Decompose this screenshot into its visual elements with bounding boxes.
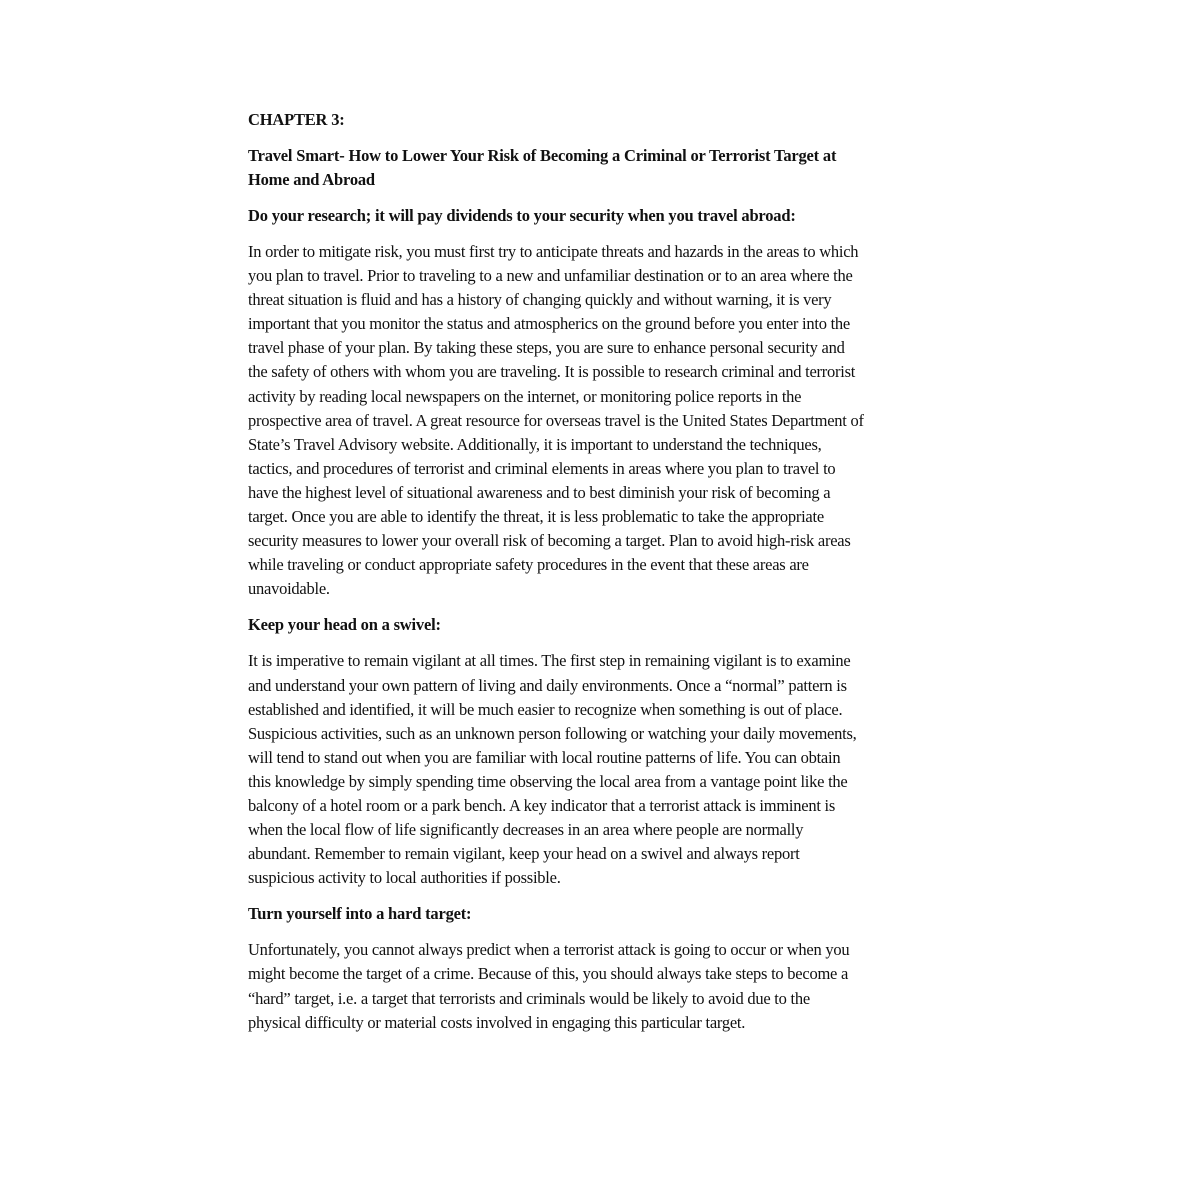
body-line: activity by reading local newspapers on the internet, or monitoring police reports in the bbox=[248, 386, 802, 406]
body-line: travel phase of your plan. By taking these steps, you are sure to enhance personal security and bbox=[248, 338, 845, 358]
body-line: State’s Travel Advisory website. Additionally, it is important to understand the techniques, bbox=[248, 434, 822, 454]
section-body-swivel bbox=[248, 649, 968, 890]
document-page bbox=[248, 108, 968, 1047]
section-heading-research: Do your research; it will pay dividends to your security when you travel abroad: bbox=[248, 206, 796, 225]
chapter-title bbox=[248, 144, 968, 192]
body-line: tactics, and procedures of terrorist and criminal elements in areas where you plan to travel to bbox=[248, 458, 836, 478]
body-line: physical difficulty or material costs involved in engaging this particular target. bbox=[248, 1012, 746, 1032]
body-line: target. Once you are able to identify the threat, it is less problematic to take the appropriate bbox=[248, 507, 824, 527]
body-line: suspicious activity to local authorities if possible. bbox=[248, 868, 561, 888]
body-line: threat situation is fluid and has a history of changing quickly and without warning, it is very bbox=[248, 290, 832, 310]
body-line: It is imperative to remain vigilant at all times. The first step in remaining vigilant is to examine bbox=[248, 651, 851, 671]
body-line: Suspicious activities, such as an unknown person following or watching your daily movements, bbox=[248, 723, 857, 743]
body-line: established and identified, it will be much easier to recognize when something is out of place. bbox=[248, 699, 843, 719]
body-line: abundant. Remember to remain vigilant, keep your head on a swivel and always report bbox=[248, 844, 800, 864]
body-line: this knowledge by simply spending time observing the local area from a vantage point like the bbox=[248, 771, 848, 791]
chapter-title-line: Home and Abroad bbox=[248, 170, 375, 189]
body-line: In order to mitigate risk, you must first try to anticipate threats and hazards in the areas to which bbox=[248, 242, 859, 261]
body-line: security measures to lower your overall risk of becoming a target. Plan to avoid high-risk areas bbox=[248, 531, 851, 551]
body-line: prospective area of travel. A great resource for overseas travel is the United States Department of bbox=[248, 410, 864, 430]
section-heading-hard-target: Turn yourself into a hard target: bbox=[248, 904, 472, 924]
body-line: unavoidable. bbox=[248, 579, 330, 599]
body-line: while traveling or conduct appropriate safety procedures in the event that these areas are bbox=[248, 555, 809, 575]
body-line: and understand your own pattern of living and daily environments. Once a “normal” pattern is bbox=[248, 675, 847, 695]
body-line: Unfortunately, you cannot always predict when a terrorist attack is going to occur or when you bbox=[248, 940, 850, 960]
body-line: you plan to travel. Prior to traveling to a new and unfamiliar destination or to an area where the bbox=[248, 266, 853, 286]
section-body-hard-target bbox=[248, 938, 968, 1034]
body-line: will tend to stand out when you are familiar with local routine patterns of life. You can obtain bbox=[248, 747, 841, 767]
section-body-research bbox=[248, 240, 968, 601]
section-heading-swivel: Keep your head on a swivel: bbox=[248, 615, 441, 635]
body-line: important that you monitor the status and atmospherics on the ground before you enter into the bbox=[248, 314, 850, 334]
body-line: have the highest level of situational awareness and to best diminish your risk of becoming a bbox=[248, 482, 831, 502]
body-line: balcony of a hotel room or a park bench. A key indicator that a terrorist attack is imminent is bbox=[248, 795, 836, 815]
body-line: might become the target of a crime. Because of this, you should always take steps to become a bbox=[248, 964, 849, 984]
body-line: when the local flow of life significantly decreases in an area where people are normally bbox=[248, 820, 804, 840]
body-line: the safety of others with whom you are traveling. It is possible to research criminal and terrorist bbox=[248, 362, 856, 382]
chapter-label: CHAPTER 3: bbox=[248, 110, 345, 129]
body-line: “hard” target, i.e. a target that terrorists and criminals would be likely to avoid due to the bbox=[248, 988, 810, 1008]
chapter-title-line: Travel Smart- How to Lower Your Risk of Becoming a Criminal or Terrorist Target at bbox=[248, 146, 837, 165]
